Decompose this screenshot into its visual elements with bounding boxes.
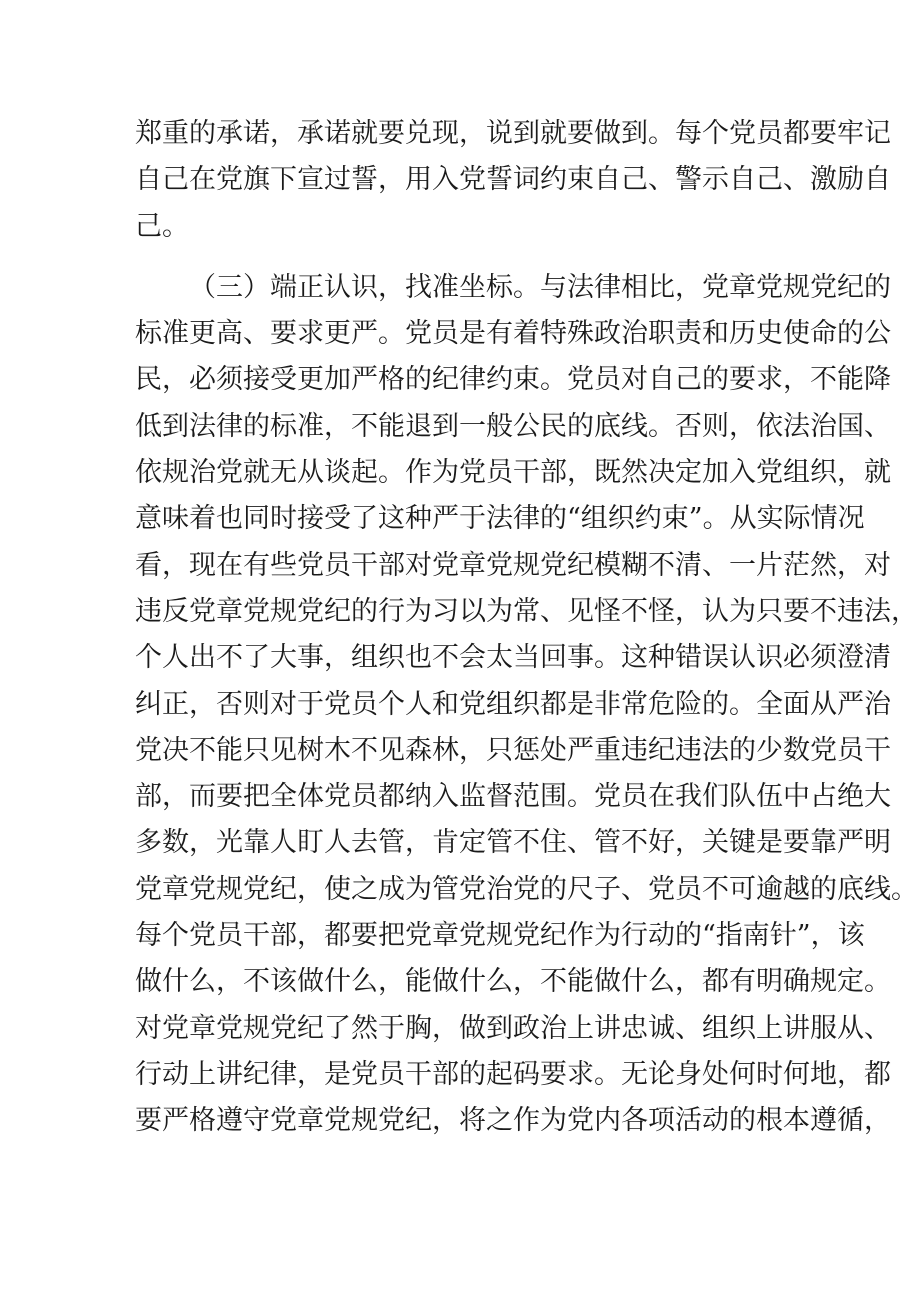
paragraph-2 [135,265,918,1191]
text-line: 违反党章党规党纪的行为习以为常、见怪不怪，认为只要不违法， [135,595,918,627]
text-line: 每个党员干部，都要把党章党规党纪作为行动的“指南针”，该 [135,920,865,952]
text-line: 低到法律的标准，不能退到一般公民的底线。否则，依法治国、 [135,410,891,442]
text-line: 党章党规党纪，使之成为管党治党的尺子、党员不可逾越的底线。 [135,873,918,905]
text-line: 民，必须接受更加严格的纪律约束。党员对自己的要求，不能降 [135,364,891,396]
paragraph-1 [135,111,891,250]
text-line: 部，而要把全体党员都纳入监督范围。党员在我们队伍中占绝大 [135,781,891,813]
text-line: 对党章党规党纪了然于胸，做到政治上讲忠诚、组织上讲服从、 [135,1012,891,1044]
text-line: 要严格遵守党章党规党纪，将之作为党内各项活动的根本遵循， [135,1105,891,1137]
text-line: （三）端正认识，找准坐标。与法律相比，党章党规党纪的 [189,271,891,303]
text-line [135,1145,795,1191]
text-line: 纠正，否则对于党员个人和党组织都是非常危险的。全面从严治 [135,688,891,720]
text-line: 郑重的承诺，承诺就要兑现，说到就要做到。每个党员都要牢记 [135,118,891,149]
text-line: 个人出不了大事，组织也不会太当回事。这种错误认识必须澄清 [135,642,891,674]
text-line: 行动上讲纪律，是党员干部的起码要求。无论身处何时何地，都 [135,1058,891,1090]
text-line: 己。 [135,210,189,242]
text-line: 依规治党就无从谈起。作为党员干部，既然决定加入党组织，就 [135,457,891,489]
text-line: 看，现在有些党员干部对党章党规党纪模糊不清、一片茫然，对 [135,549,891,581]
text-line: 党决不能只见树木不见森林，只惩处严重违纪违法的少数党员干 [135,734,891,766]
text-line: 做什么，不该做什么，能做什么，不能做什么，都有明确规定。 [135,966,891,998]
paragraph-spacer [135,250,795,265]
document-body [135,111,918,1191]
text-line: 标准更高、要求更严。党员是有着特殊政治职责和历史使命的公 [135,318,891,350]
text-line: 意味着也同时接受了这种严于法律的“组织约束”。从实际情况 [135,503,865,535]
text-line: 自己在党旗下宣过誓，用入党誓词约束自己、警示自己、激励自 [135,164,891,196]
text-line: 多数，光靠人盯人去管，肯定管不住、管不好，关键是要靠严明 [135,827,891,859]
